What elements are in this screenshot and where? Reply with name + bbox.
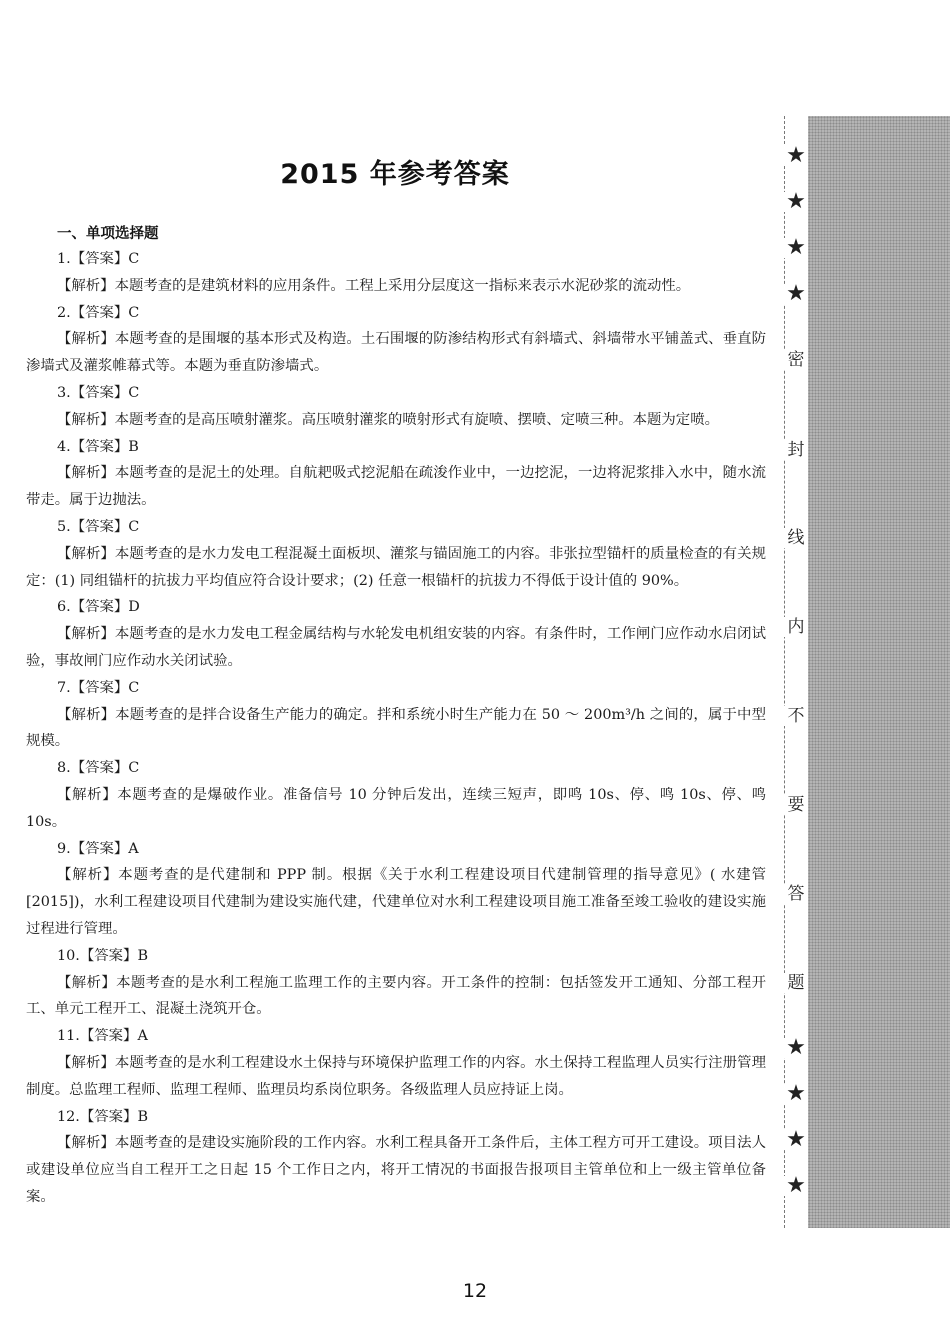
seal-dashed-line [784, 116, 785, 1228]
star-icon: ★ [784, 284, 808, 304]
answer-list [26, 246, 766, 1211]
answer-item [26, 836, 766, 943]
star-icon: ★ [784, 238, 808, 258]
analysis-text: 【解析】本题考查的是围堰的基本形式及构造。土石围堰的防渗结构形式有斜墙式、斜墙带水平铺盖式、垂直防渗墙式及灌浆帷幕式等。本题为垂直防渗墙式。 [26, 331, 766, 375]
answer-line: 6.【答案】D [57, 599, 140, 616]
seal-char: 密 [784, 350, 808, 370]
seal-char: 线 [784, 528, 808, 548]
star-icon: ★ [784, 1038, 808, 1058]
answer-line: 7.【答案】C [57, 679, 140, 696]
seal-char: 答 [784, 884, 808, 904]
answer-item [26, 380, 766, 434]
answer-item [26, 943, 766, 1023]
answer-item [26, 246, 766, 300]
answer-line: 12.【答案】B [57, 1108, 149, 1125]
seal-shaded-bar [808, 116, 950, 1228]
section-heading: 一、单项选择题 [57, 226, 159, 242]
page-title: 2015 年参考答案 [280, 159, 510, 190]
answer-line: 5.【答案】C [57, 518, 140, 535]
answer-item [26, 675, 766, 755]
analysis-text: 【解析】本题考查的是高压喷射灌浆。高压喷射灌浆的喷射形式有旋喷、摆喷、定喷三种。本题为定喷。 [57, 411, 719, 428]
star-icon: ★ [784, 192, 808, 212]
star-icon: ★ [784, 1176, 808, 1196]
answer-line: 9.【答案】A [57, 840, 139, 857]
answer-item [26, 755, 766, 835]
answer-line: 3.【答案】C [57, 384, 140, 401]
answer-line: 1.【答案】C [57, 251, 140, 267]
analysis-text: 【解析】本题考查的是建设实施阶段的工作内容。水利工程具备开工条件后，主体工程方可开工建设。项目法人或建设单位应当自工程开工之日起 15 个工作日之内，将开工情况的书面报告报项目主管单位和上一级主管单位备案。 [26, 1135, 766, 1205]
seal-char: 要 [784, 795, 808, 815]
seal-char: 内 [784, 617, 808, 637]
star-icon: ★ [784, 146, 808, 166]
analysis-text: 【解析】本题考查的是水利工程施工监理工作的主要内容。开工条件的控制：包括签发开工通知、分部工程开工、单元工程开工、混凝土浇筑开仓。 [26, 974, 766, 1018]
answer-item [26, 434, 766, 514]
analysis-text: 【解析】本题考查的是代建制和 PPP 制。根据《关于水利工程建设项目代建制管理的指导意见》( 水建管 [2015])，水利工程建设项目代建制为建设实施代建，代建单位对水利工程建设项目施工准备至竣工验收的建设实施过程进行管理。 [26, 867, 766, 937]
star-icon: ★ [784, 1130, 808, 1150]
analysis-text: 【解析】本题考查的是水利工程建设水土保持与环境保护监理工作的内容。水土保持工程监理人员实行注册管理制度。总监理工程师、监理工程师、监理员均系岗位职务。各级监理人员应持证上岗。 [26, 1054, 766, 1098]
answer-line: 4.【答案】B [57, 438, 139, 455]
answer-line: 2.【答案】C [57, 304, 140, 321]
answer-line: 11.【答案】A [57, 1028, 148, 1045]
answer-item [26, 594, 766, 674]
answer-item [26, 1023, 766, 1103]
analysis-text: 【解析】本题考查的是泥土的处理。自航耙吸式挖泥船在疏浚作业中，一边挖泥，一边将泥浆排入水中，随水流带走。属于边抛法。 [26, 465, 766, 509]
answer-line: 8.【答案】C [57, 760, 140, 777]
analysis-text: 【解析】本题考查的是建筑材料的应用条件。工程上采用分层度这一指标来表示水泥砂浆的流动性。 [57, 277, 691, 294]
seal-char: 题 [784, 973, 808, 993]
page-number: 12 [462, 1280, 488, 1302]
star-icon: ★ [784, 1084, 808, 1104]
seal-char: 封 [784, 440, 808, 460]
analysis-text: 【解析】本题考查的是水力发电工程金属结构与水轮发电机组安装的内容。有条件时，工作闸门应作动水启闭试验，事故闸门应作动水关闭试验。 [26, 626, 766, 669]
answer-item [26, 1104, 766, 1211]
analysis-text: 【解析】本题考查的是拌合设备生产能力的确定。拌和系统小时生产能力在 50 ～ 200m³/h 之间的，属于中型规模。 [26, 706, 766, 750]
seal-char: 不 [784, 706, 808, 726]
answer-item [26, 300, 766, 380]
answer-item [26, 514, 766, 594]
analysis-text: 【解析】本题考查的是水力发电工程混凝土面板坝、灌浆与锚固施工的内容。非张拉型锚杆的质量检查的有关规定：(1) 同组锚杆的抗拔力平均值应符合设计要求；(2) 任意一根锚杆的抗拔力不得低于设计值的 90%。 [26, 545, 766, 589]
analysis-text: 【解析】本题考查的是爆破作业。准备信号 10 分钟后发出，连续三短声，即鸣 10s、停、鸣 10s、停、鸣 10s。 [26, 786, 766, 830]
answer-line: 10.【答案】B [57, 947, 149, 964]
